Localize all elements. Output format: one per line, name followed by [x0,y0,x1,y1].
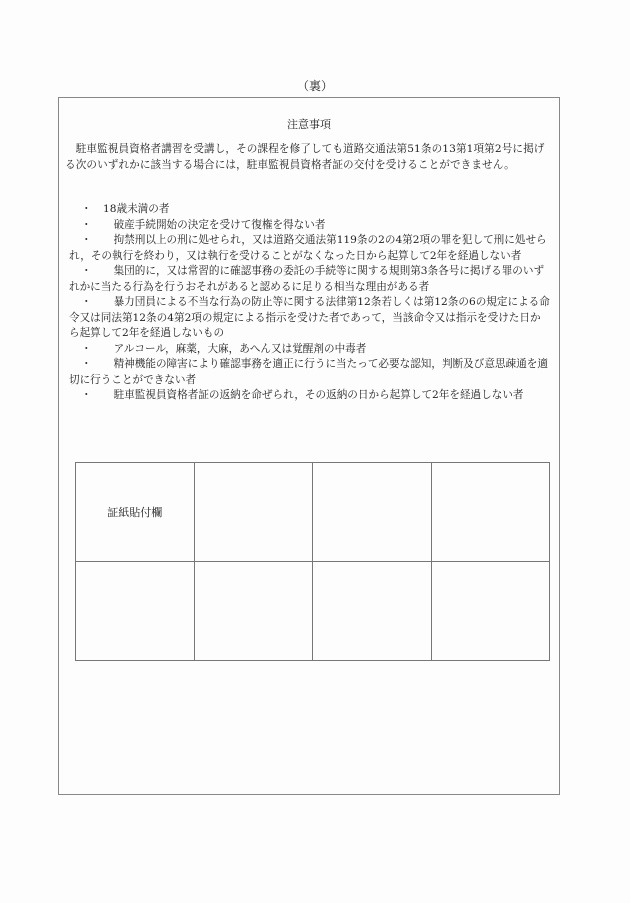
list-item: ・ 暴力団員による不当な行為の防止等に関する法律第12条若しくは第12条の6の規定による命令又は同法第12条の4第2項の規定による指示を受けた者であって，当該命令又は指示を受けた日から起算して2年を経過しないもの [69,296,550,339]
stamp-cell [76,562,195,661]
list-item: ・ 破産手続開始の決定を受けて復権を得ない者 [69,218,551,234]
stamp-cell [431,562,550,661]
list-item: ・ 集団的に，又は常習的に確認事務の委託の手続等に関する規則第3条各号に掲げる罪のいずれかに当たる行為を行うおそれがあると認めるに足りる相当な理由がある者 [69,265,545,293]
list-item: ・ 駐車監視員資格者証の返納を命ぜられ，その返納の日から起算して2年を経過しない者 [69,388,551,404]
list-item: ・ アルコール，麻薬，大麻，あへん又は覚醒剤の中毒者 [69,342,551,358]
list-item: ・ 拘禁刑以上の刑に処せられ，又は道路交通法第119条の2の4第2項の罪を犯して刑に処せられ，その執行を終わり，又は執行を受けることがなくなった日から起算して2年を経過しない者 [69,234,547,262]
table-row [76,463,550,562]
notice-intro-text: 駐車監視員資格者講習を受講し，その課程を修了しても道路交通法第51条の13第1項第2号に掲げる次のいずれかに該当する場合には，駐車監視員資格者証の交付を受けることができません。 [65,143,545,171]
stamp-cell [313,562,432,661]
bullet-icon: ・ [81,234,92,246]
stamp-label-cell: 証紙貼付欄 [76,463,195,562]
stamp-cell [194,562,313,661]
bullet-icon: ・ [81,358,92,370]
bullet-icon: ・ [81,342,92,355]
table-row [76,562,550,661]
disqualification-list [69,202,551,404]
side-label: （裏） [296,79,333,93]
bullet-icon: ・ [81,265,92,277]
notice-box [58,97,560,795]
bullet-icon: ・ [81,203,92,215]
notice-intro [65,142,555,173]
stamp-cell [313,463,432,562]
stamp-affix-table [75,462,550,661]
bullet-icon: ・ [81,296,92,308]
list-item: ・ 精神機能の障害により確認事務を適正に行うに当たって必要な認知，判断及び意思疎通を適切に行うことができない者 [69,358,548,386]
stamp-cell [194,463,313,562]
bullet-icon: ・ [81,218,92,231]
notice-title: 注意事項 [287,118,331,131]
bullet-icon: ・ [81,389,92,401]
stamp-cell [431,463,550,562]
list-item: ・ 18歳未満の者 [69,202,551,218]
